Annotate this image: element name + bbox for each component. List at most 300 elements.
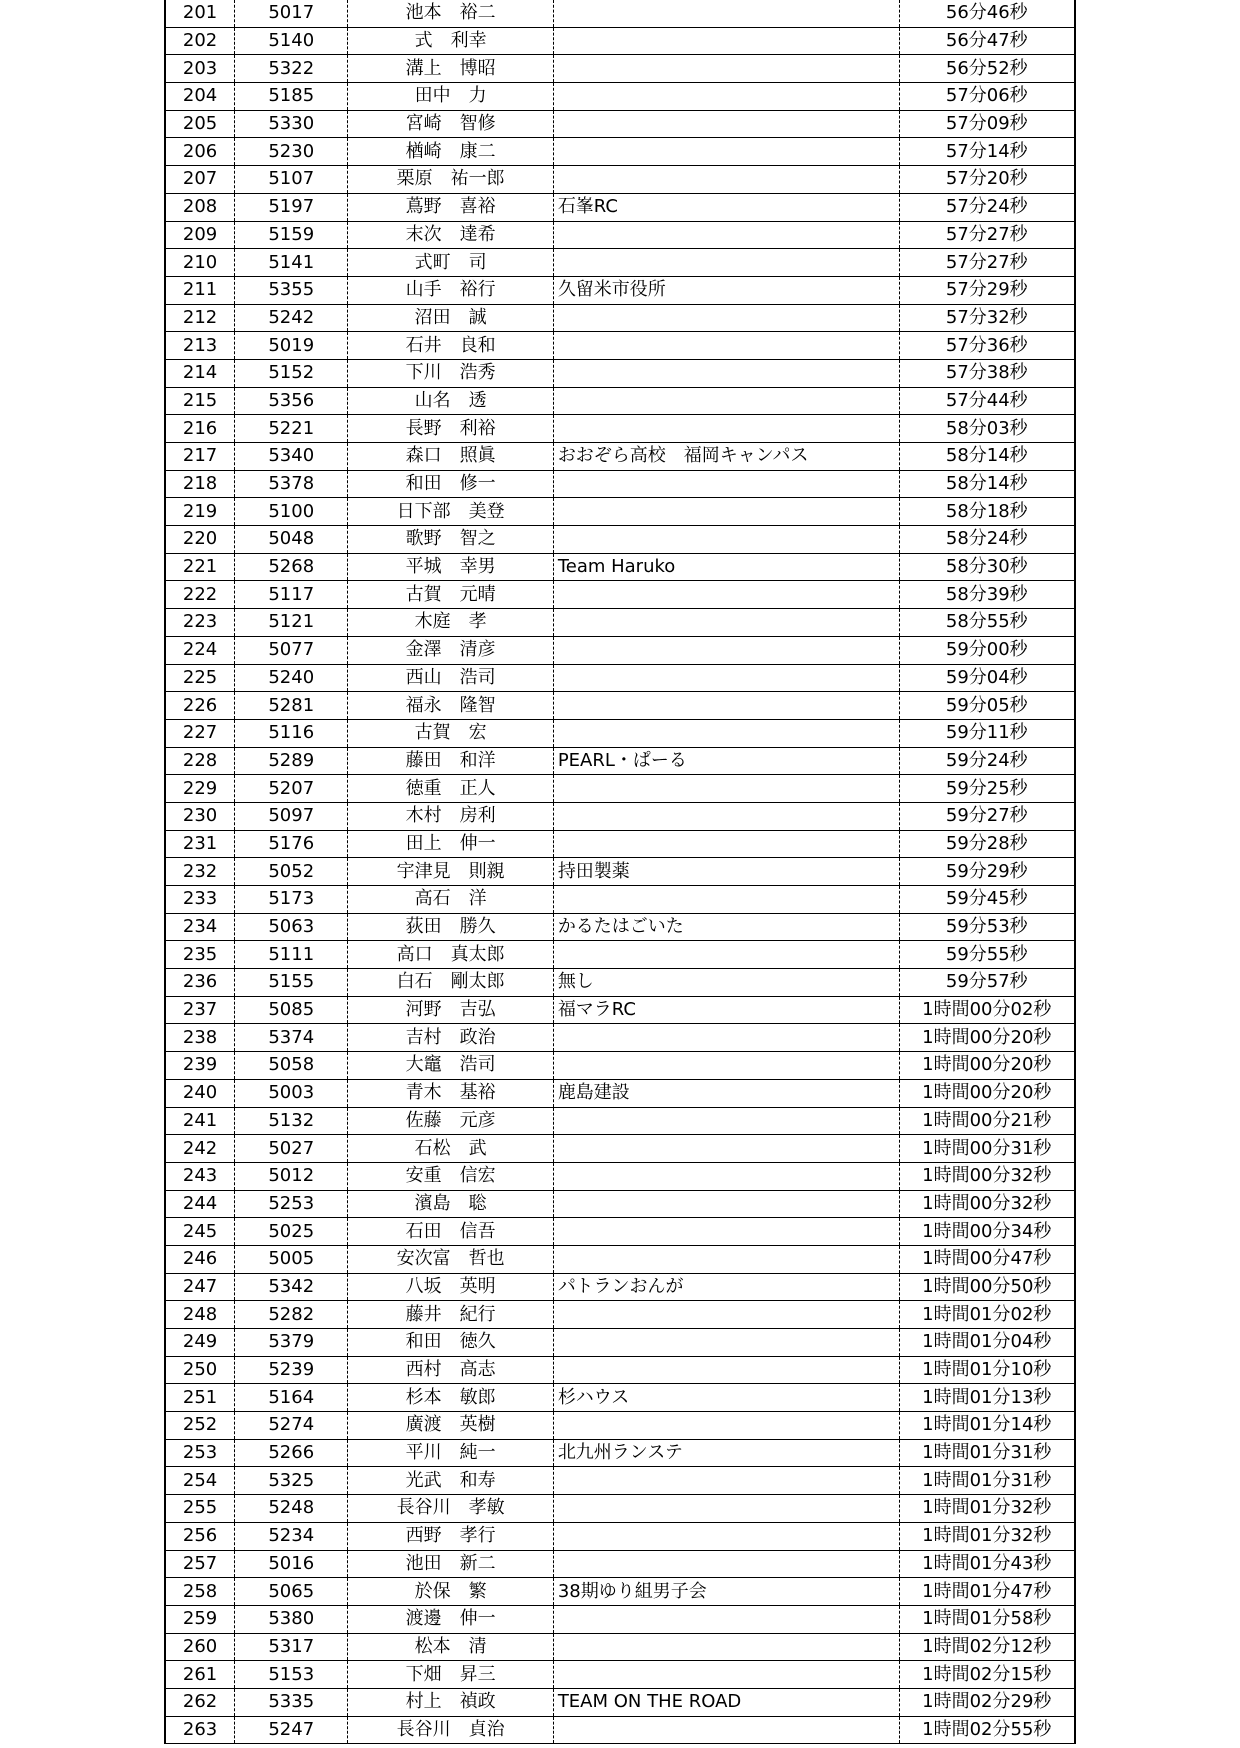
finish-time-cell: 57分27秒 [899, 221, 1075, 249]
runner-name-cell: 濱島 聡 [348, 1190, 553, 1218]
finish-time-cell: 58分30秒 [899, 553, 1075, 581]
runner-name-cell: 石井 良和 [348, 332, 553, 360]
runner-name-cell: 古賀 元晴 [348, 581, 553, 609]
runner-name-cell: 廣渡 英樹 [348, 1412, 553, 1440]
table-row [165, 110, 1075, 138]
finish-time-cell: 58分03秒 [899, 415, 1075, 443]
table-row [165, 1356, 1075, 1384]
rank-cell: 204 [165, 83, 235, 111]
rank-cell: 207 [165, 166, 235, 194]
table-row [165, 858, 1075, 886]
runner-name-cell: 八坂 英明 [348, 1273, 553, 1301]
bib-number-cell: 5342 [235, 1273, 348, 1301]
runner-name-cell: 宮崎 智修 [348, 110, 553, 138]
finish-time-cell: 58分14秒 [899, 470, 1075, 498]
runner-name-cell: 佐藤 元彦 [348, 1107, 553, 1135]
table-row [165, 1495, 1075, 1523]
bib-number-cell: 5140 [235, 27, 348, 55]
team-name-cell [553, 249, 899, 277]
bib-number-cell: 5012 [235, 1162, 348, 1190]
rank-cell: 210 [165, 249, 235, 277]
rank-cell: 203 [165, 55, 235, 83]
rank-cell: 222 [165, 581, 235, 609]
table-row [165, 1245, 1075, 1273]
team-name-cell [553, 1412, 899, 1440]
bib-number-cell: 5048 [235, 526, 348, 554]
bib-number-cell: 5027 [235, 1135, 348, 1163]
finish-time-cell: 59分28秒 [899, 830, 1075, 858]
runner-name-cell: 森口 照眞 [348, 443, 553, 471]
bib-number-cell: 5268 [235, 553, 348, 581]
bib-number-cell: 5107 [235, 166, 348, 194]
finish-time-cell: 59分00秒 [899, 636, 1075, 664]
finish-time-cell: 58分39秒 [899, 581, 1075, 609]
rank-cell: 263 [165, 1716, 235, 1744]
bib-number-cell: 5005 [235, 1245, 348, 1273]
runner-name-cell: 松本 清 [348, 1633, 553, 1661]
team-name-cell [553, 1661, 899, 1689]
runner-name-cell: 日下部 美登 [348, 498, 553, 526]
table-row [165, 1135, 1075, 1163]
bib-number-cell: 5116 [235, 719, 348, 747]
bib-number-cell: 5330 [235, 110, 348, 138]
rank-cell: 254 [165, 1467, 235, 1495]
bib-number-cell: 5117 [235, 581, 348, 609]
finish-time-cell: 1時間02分12秒 [899, 1633, 1075, 1661]
bib-number-cell: 5247 [235, 1716, 348, 1744]
finish-time-cell: 1時間00分32秒 [899, 1190, 1075, 1218]
runner-name-cell: 和田 徳久 [348, 1329, 553, 1357]
table-row [165, 1578, 1075, 1606]
table-row [165, 747, 1075, 775]
runner-name-cell: 石田 信吾 [348, 1218, 553, 1246]
table-row [165, 1190, 1075, 1218]
team-name-cell [553, 304, 899, 332]
team-name-cell [553, 332, 899, 360]
bib-number-cell: 5141 [235, 249, 348, 277]
runner-name-cell: 長谷川 貞治 [348, 1716, 553, 1744]
runner-name-cell: 河野 吉弘 [348, 996, 553, 1024]
finish-time-cell: 1時間02分15秒 [899, 1661, 1075, 1689]
bib-number-cell: 5016 [235, 1550, 348, 1578]
table-row [165, 1605, 1075, 1633]
table-row [165, 553, 1075, 581]
table-row [165, 138, 1075, 166]
results-body [165, 0, 1075, 1744]
bib-number-cell: 5100 [235, 498, 348, 526]
bib-number-cell: 5132 [235, 1107, 348, 1135]
runner-name-cell: 大竈 浩司 [348, 1052, 553, 1080]
rank-cell: 236 [165, 969, 235, 997]
runner-name-cell: 荻田 勝久 [348, 913, 553, 941]
runner-name-cell: 溝上 博昭 [348, 55, 553, 83]
team-name-cell [553, 1356, 899, 1384]
team-name-cell [553, 498, 899, 526]
runner-name-cell: 村上 禎政 [348, 1688, 553, 1716]
runner-name-cell: 山名 透 [348, 387, 553, 415]
bib-number-cell: 5325 [235, 1467, 348, 1495]
team-name-cell [553, 886, 899, 914]
table-row [165, 166, 1075, 194]
rank-cell: 221 [165, 553, 235, 581]
table-row [165, 1052, 1075, 1080]
bib-number-cell: 5281 [235, 692, 348, 720]
table-row [165, 969, 1075, 997]
bib-number-cell: 5242 [235, 304, 348, 332]
rank-cell: 217 [165, 443, 235, 471]
finish-time-cell: 57分20秒 [899, 166, 1075, 194]
rank-cell: 223 [165, 609, 235, 637]
table-row [165, 498, 1075, 526]
runner-name-cell: 栗原 祐一郎 [348, 166, 553, 194]
bib-number-cell: 5274 [235, 1412, 348, 1440]
rank-cell: 253 [165, 1439, 235, 1467]
finish-time-cell: 56分46秒 [899, 0, 1075, 27]
team-name-cell [553, 1245, 899, 1273]
team-name-cell: おおぞら高校 福岡キャンパス [553, 443, 899, 471]
team-name-cell [553, 526, 899, 554]
runner-name-cell: 吉村 政治 [348, 1024, 553, 1052]
finish-time-cell: 59分25秒 [899, 775, 1075, 803]
table-row [165, 470, 1075, 498]
team-name-cell [553, 1467, 899, 1495]
team-name-cell [553, 27, 899, 55]
runner-name-cell: 西村 高志 [348, 1356, 553, 1384]
bib-number-cell: 5121 [235, 609, 348, 637]
bib-number-cell: 5239 [235, 1356, 348, 1384]
table-row [165, 1412, 1075, 1440]
table-row [165, 1384, 1075, 1412]
bib-number-cell: 5025 [235, 1218, 348, 1246]
team-name-cell: 無し [553, 969, 899, 997]
bib-number-cell: 5159 [235, 221, 348, 249]
table-row [165, 886, 1075, 914]
runner-name-cell: 蔦野 喜裕 [348, 193, 553, 221]
table-row [165, 1107, 1075, 1135]
table-row [165, 719, 1075, 747]
runner-name-cell: 木村 房利 [348, 802, 553, 830]
runner-name-cell: 渡邊 伸一 [348, 1605, 553, 1633]
team-name-cell [553, 1107, 899, 1135]
rank-cell: 258 [165, 1578, 235, 1606]
finish-time-cell: 56分47秒 [899, 27, 1075, 55]
finish-time-cell: 59分04秒 [899, 664, 1075, 692]
runner-name-cell: 杉本 敏郎 [348, 1384, 553, 1412]
finish-time-cell: 1時間01分43秒 [899, 1550, 1075, 1578]
table-row [165, 1522, 1075, 1550]
finish-time-cell: 59分24秒 [899, 747, 1075, 775]
rank-cell: 215 [165, 387, 235, 415]
rank-cell: 247 [165, 1273, 235, 1301]
rank-cell: 224 [165, 636, 235, 664]
table-row [165, 359, 1075, 387]
bib-number-cell: 5185 [235, 83, 348, 111]
runner-name-cell: 長谷川 孝敏 [348, 1495, 553, 1523]
runner-name-cell: 宇津見 則親 [348, 858, 553, 886]
runner-name-cell: 白石 剛太郎 [348, 969, 553, 997]
rank-cell: 214 [165, 359, 235, 387]
finish-time-cell: 1時間00分50秒 [899, 1273, 1075, 1301]
team-name-cell [553, 1218, 899, 1246]
finish-time-cell: 59分05秒 [899, 692, 1075, 720]
table-row [165, 193, 1075, 221]
finish-time-cell: 1時間01分02秒 [899, 1301, 1075, 1329]
runner-name-cell: 金澤 清彦 [348, 636, 553, 664]
table-row [165, 1024, 1075, 1052]
rank-cell: 237 [165, 996, 235, 1024]
table-row [165, 526, 1075, 554]
finish-time-cell: 57分36秒 [899, 332, 1075, 360]
runner-name-cell: 歌野 智之 [348, 526, 553, 554]
team-name-cell [553, 664, 899, 692]
rank-cell: 208 [165, 193, 235, 221]
table-row [165, 913, 1075, 941]
team-name-cell [553, 0, 899, 27]
finish-time-cell: 59分29秒 [899, 858, 1075, 886]
team-name-cell [553, 1716, 899, 1744]
finish-time-cell: 57分38秒 [899, 359, 1075, 387]
rank-cell: 248 [165, 1301, 235, 1329]
finish-time-cell: 59分11秒 [899, 719, 1075, 747]
bib-number-cell: 5065 [235, 1578, 348, 1606]
team-name-cell [553, 83, 899, 111]
finish-time-cell: 58分18秒 [899, 498, 1075, 526]
rank-cell: 241 [165, 1107, 235, 1135]
rank-cell: 211 [165, 276, 235, 304]
table-row [165, 802, 1075, 830]
finish-time-cell: 59分53秒 [899, 913, 1075, 941]
bib-number-cell: 5240 [235, 664, 348, 692]
team-name-cell [553, 110, 899, 138]
team-name-cell [553, 581, 899, 609]
team-name-cell [553, 609, 899, 637]
finish-time-cell: 1時間01分31秒 [899, 1439, 1075, 1467]
team-name-cell [553, 1052, 899, 1080]
finish-time-cell: 1時間01分32秒 [899, 1495, 1075, 1523]
bib-number-cell: 5340 [235, 443, 348, 471]
finish-time-cell: 1時間02分55秒 [899, 1716, 1075, 1744]
runner-name-cell: 藤井 紀行 [348, 1301, 553, 1329]
runner-name-cell: 末次 達希 [348, 221, 553, 249]
table-row [165, 55, 1075, 83]
team-name-cell [553, 1633, 899, 1661]
rank-cell: 232 [165, 858, 235, 886]
team-name-cell: 38期ゆり組男子会 [553, 1578, 899, 1606]
rank-cell: 249 [165, 1329, 235, 1357]
bib-number-cell: 5379 [235, 1329, 348, 1357]
team-name-cell [553, 941, 899, 969]
team-name-cell [553, 1301, 899, 1329]
table-row [165, 1439, 1075, 1467]
team-name-cell: 北九州ランステ [553, 1439, 899, 1467]
bib-number-cell: 5317 [235, 1633, 348, 1661]
rank-cell: 245 [165, 1218, 235, 1246]
team-name-cell [553, 359, 899, 387]
rank-cell: 252 [165, 1412, 235, 1440]
rank-cell: 239 [165, 1052, 235, 1080]
rank-cell: 205 [165, 110, 235, 138]
rank-cell: 234 [165, 913, 235, 941]
table-row [165, 996, 1075, 1024]
finish-time-cell: 57分32秒 [899, 304, 1075, 332]
table-row [165, 27, 1075, 55]
team-name-cell: 持田製薬 [553, 858, 899, 886]
finish-time-cell: 57分44秒 [899, 387, 1075, 415]
runner-name-cell: 田上 伸一 [348, 830, 553, 858]
team-name-cell [553, 1495, 899, 1523]
runner-name-cell: 福永 隆智 [348, 692, 553, 720]
rank-cell: 226 [165, 692, 235, 720]
team-name-cell: 杉ハウス [553, 1384, 899, 1412]
runner-name-cell: 沼田 誠 [348, 304, 553, 332]
rank-cell: 220 [165, 526, 235, 554]
bib-number-cell: 5378 [235, 470, 348, 498]
runner-name-cell: 楢崎 康二 [348, 138, 553, 166]
rank-cell: 231 [165, 830, 235, 858]
bib-number-cell: 5374 [235, 1024, 348, 1052]
table-row [165, 941, 1075, 969]
bib-number-cell: 5335 [235, 1688, 348, 1716]
bib-number-cell: 5248 [235, 1495, 348, 1523]
rank-cell: 212 [165, 304, 235, 332]
rank-cell: 209 [165, 221, 235, 249]
bib-number-cell: 5176 [235, 830, 348, 858]
team-name-cell: PEARL・ぱーる [553, 747, 899, 775]
runner-name-cell: 高口 真太郎 [348, 941, 553, 969]
finish-time-cell: 57分24秒 [899, 193, 1075, 221]
bib-number-cell: 5164 [235, 1384, 348, 1412]
table-row [165, 775, 1075, 803]
table-row [165, 581, 1075, 609]
team-name-cell [553, 1190, 899, 1218]
rank-cell: 250 [165, 1356, 235, 1384]
rank-cell: 242 [165, 1135, 235, 1163]
finish-time-cell: 59分45秒 [899, 886, 1075, 914]
runner-name-cell: 山手 裕行 [348, 276, 553, 304]
bib-number-cell: 5085 [235, 996, 348, 1024]
bib-number-cell: 5019 [235, 332, 348, 360]
table-row [165, 1716, 1075, 1744]
runner-name-cell: 古賀 宏 [348, 719, 553, 747]
team-name-cell [553, 802, 899, 830]
rank-cell: 225 [165, 664, 235, 692]
team-name-cell: 久留米市役所 [553, 276, 899, 304]
team-name-cell: パトランおんが [553, 1273, 899, 1301]
runner-name-cell: 池本 裕二 [348, 0, 553, 27]
rank-cell: 251 [165, 1384, 235, 1412]
team-name-cell [553, 636, 899, 664]
runner-name-cell: 青木 基裕 [348, 1079, 553, 1107]
bib-number-cell: 5234 [235, 1522, 348, 1550]
rank-cell: 206 [165, 138, 235, 166]
rank-cell: 219 [165, 498, 235, 526]
runner-name-cell: 於保 繁 [348, 1578, 553, 1606]
bib-number-cell: 5003 [235, 1079, 348, 1107]
bib-number-cell: 5207 [235, 775, 348, 803]
bib-number-cell: 5017 [235, 0, 348, 27]
rank-cell: 259 [165, 1605, 235, 1633]
runner-name-cell: 長野 利裕 [348, 415, 553, 443]
finish-time-cell: 1時間01分14秒 [899, 1412, 1075, 1440]
table-row [165, 664, 1075, 692]
runner-name-cell: 石松 武 [348, 1135, 553, 1163]
rank-cell: 229 [165, 775, 235, 803]
team-name-cell [553, 470, 899, 498]
table-row [165, 1218, 1075, 1246]
team-name-cell [553, 1550, 899, 1578]
finish-time-cell: 1時間01分47秒 [899, 1578, 1075, 1606]
bib-number-cell: 5155 [235, 969, 348, 997]
finish-time-cell: 58分55秒 [899, 609, 1075, 637]
table-row [165, 1633, 1075, 1661]
finish-time-cell: 57分09秒 [899, 110, 1075, 138]
team-name-cell [553, 1162, 899, 1190]
rank-cell: 230 [165, 802, 235, 830]
team-name-cell: かるたはごいた [553, 913, 899, 941]
finish-time-cell: 1時間00分21秒 [899, 1107, 1075, 1135]
table-row [165, 692, 1075, 720]
rank-cell: 244 [165, 1190, 235, 1218]
team-name-cell [553, 415, 899, 443]
finish-time-cell: 57分29秒 [899, 276, 1075, 304]
team-name-cell: TEAM ON THE ROAD [553, 1688, 899, 1716]
finish-time-cell: 1時間01分10秒 [899, 1356, 1075, 1384]
team-name-cell [553, 1522, 899, 1550]
finish-time-cell: 1時間00分02秒 [899, 996, 1075, 1024]
bib-number-cell: 5380 [235, 1605, 348, 1633]
bib-number-cell: 5077 [235, 636, 348, 664]
bib-number-cell: 5266 [235, 1439, 348, 1467]
rank-cell: 218 [165, 470, 235, 498]
team-name-cell [553, 692, 899, 720]
runner-name-cell: 安次富 哲也 [348, 1245, 553, 1273]
rank-cell: 213 [165, 332, 235, 360]
team-name-cell [553, 1024, 899, 1052]
finish-time-cell: 58分14秒 [899, 443, 1075, 471]
bib-number-cell: 5289 [235, 747, 348, 775]
table-row [165, 1301, 1075, 1329]
bib-number-cell: 5152 [235, 359, 348, 387]
rank-cell: 246 [165, 1245, 235, 1273]
table-row [165, 1688, 1075, 1716]
finish-time-cell: 1時間01分04秒 [899, 1329, 1075, 1357]
team-name-cell [553, 387, 899, 415]
bib-number-cell: 5058 [235, 1052, 348, 1080]
bib-number-cell: 5322 [235, 55, 348, 83]
rank-cell: 262 [165, 1688, 235, 1716]
bib-number-cell: 5063 [235, 913, 348, 941]
results-table [164, 0, 1076, 1744]
finish-time-cell: 1時間00分32秒 [899, 1162, 1075, 1190]
bib-number-cell: 5282 [235, 1301, 348, 1329]
bib-number-cell: 5356 [235, 387, 348, 415]
rank-cell: 256 [165, 1522, 235, 1550]
bib-number-cell: 5052 [235, 858, 348, 886]
finish-time-cell: 1時間00分20秒 [899, 1024, 1075, 1052]
runner-name-cell: 高石 洋 [348, 886, 553, 914]
finish-time-cell: 1時間00分34秒 [899, 1218, 1075, 1246]
rank-cell: 240 [165, 1079, 235, 1107]
finish-time-cell: 1時間02分29秒 [899, 1688, 1075, 1716]
table-row [165, 1162, 1075, 1190]
team-name-cell [553, 830, 899, 858]
bib-number-cell: 5253 [235, 1190, 348, 1218]
team-name-cell: Team Haruko [553, 553, 899, 581]
rank-cell: 202 [165, 27, 235, 55]
finish-time-cell: 59分27秒 [899, 802, 1075, 830]
table-row [165, 1661, 1075, 1689]
finish-time-cell: 1時間00分47秒 [899, 1245, 1075, 1273]
